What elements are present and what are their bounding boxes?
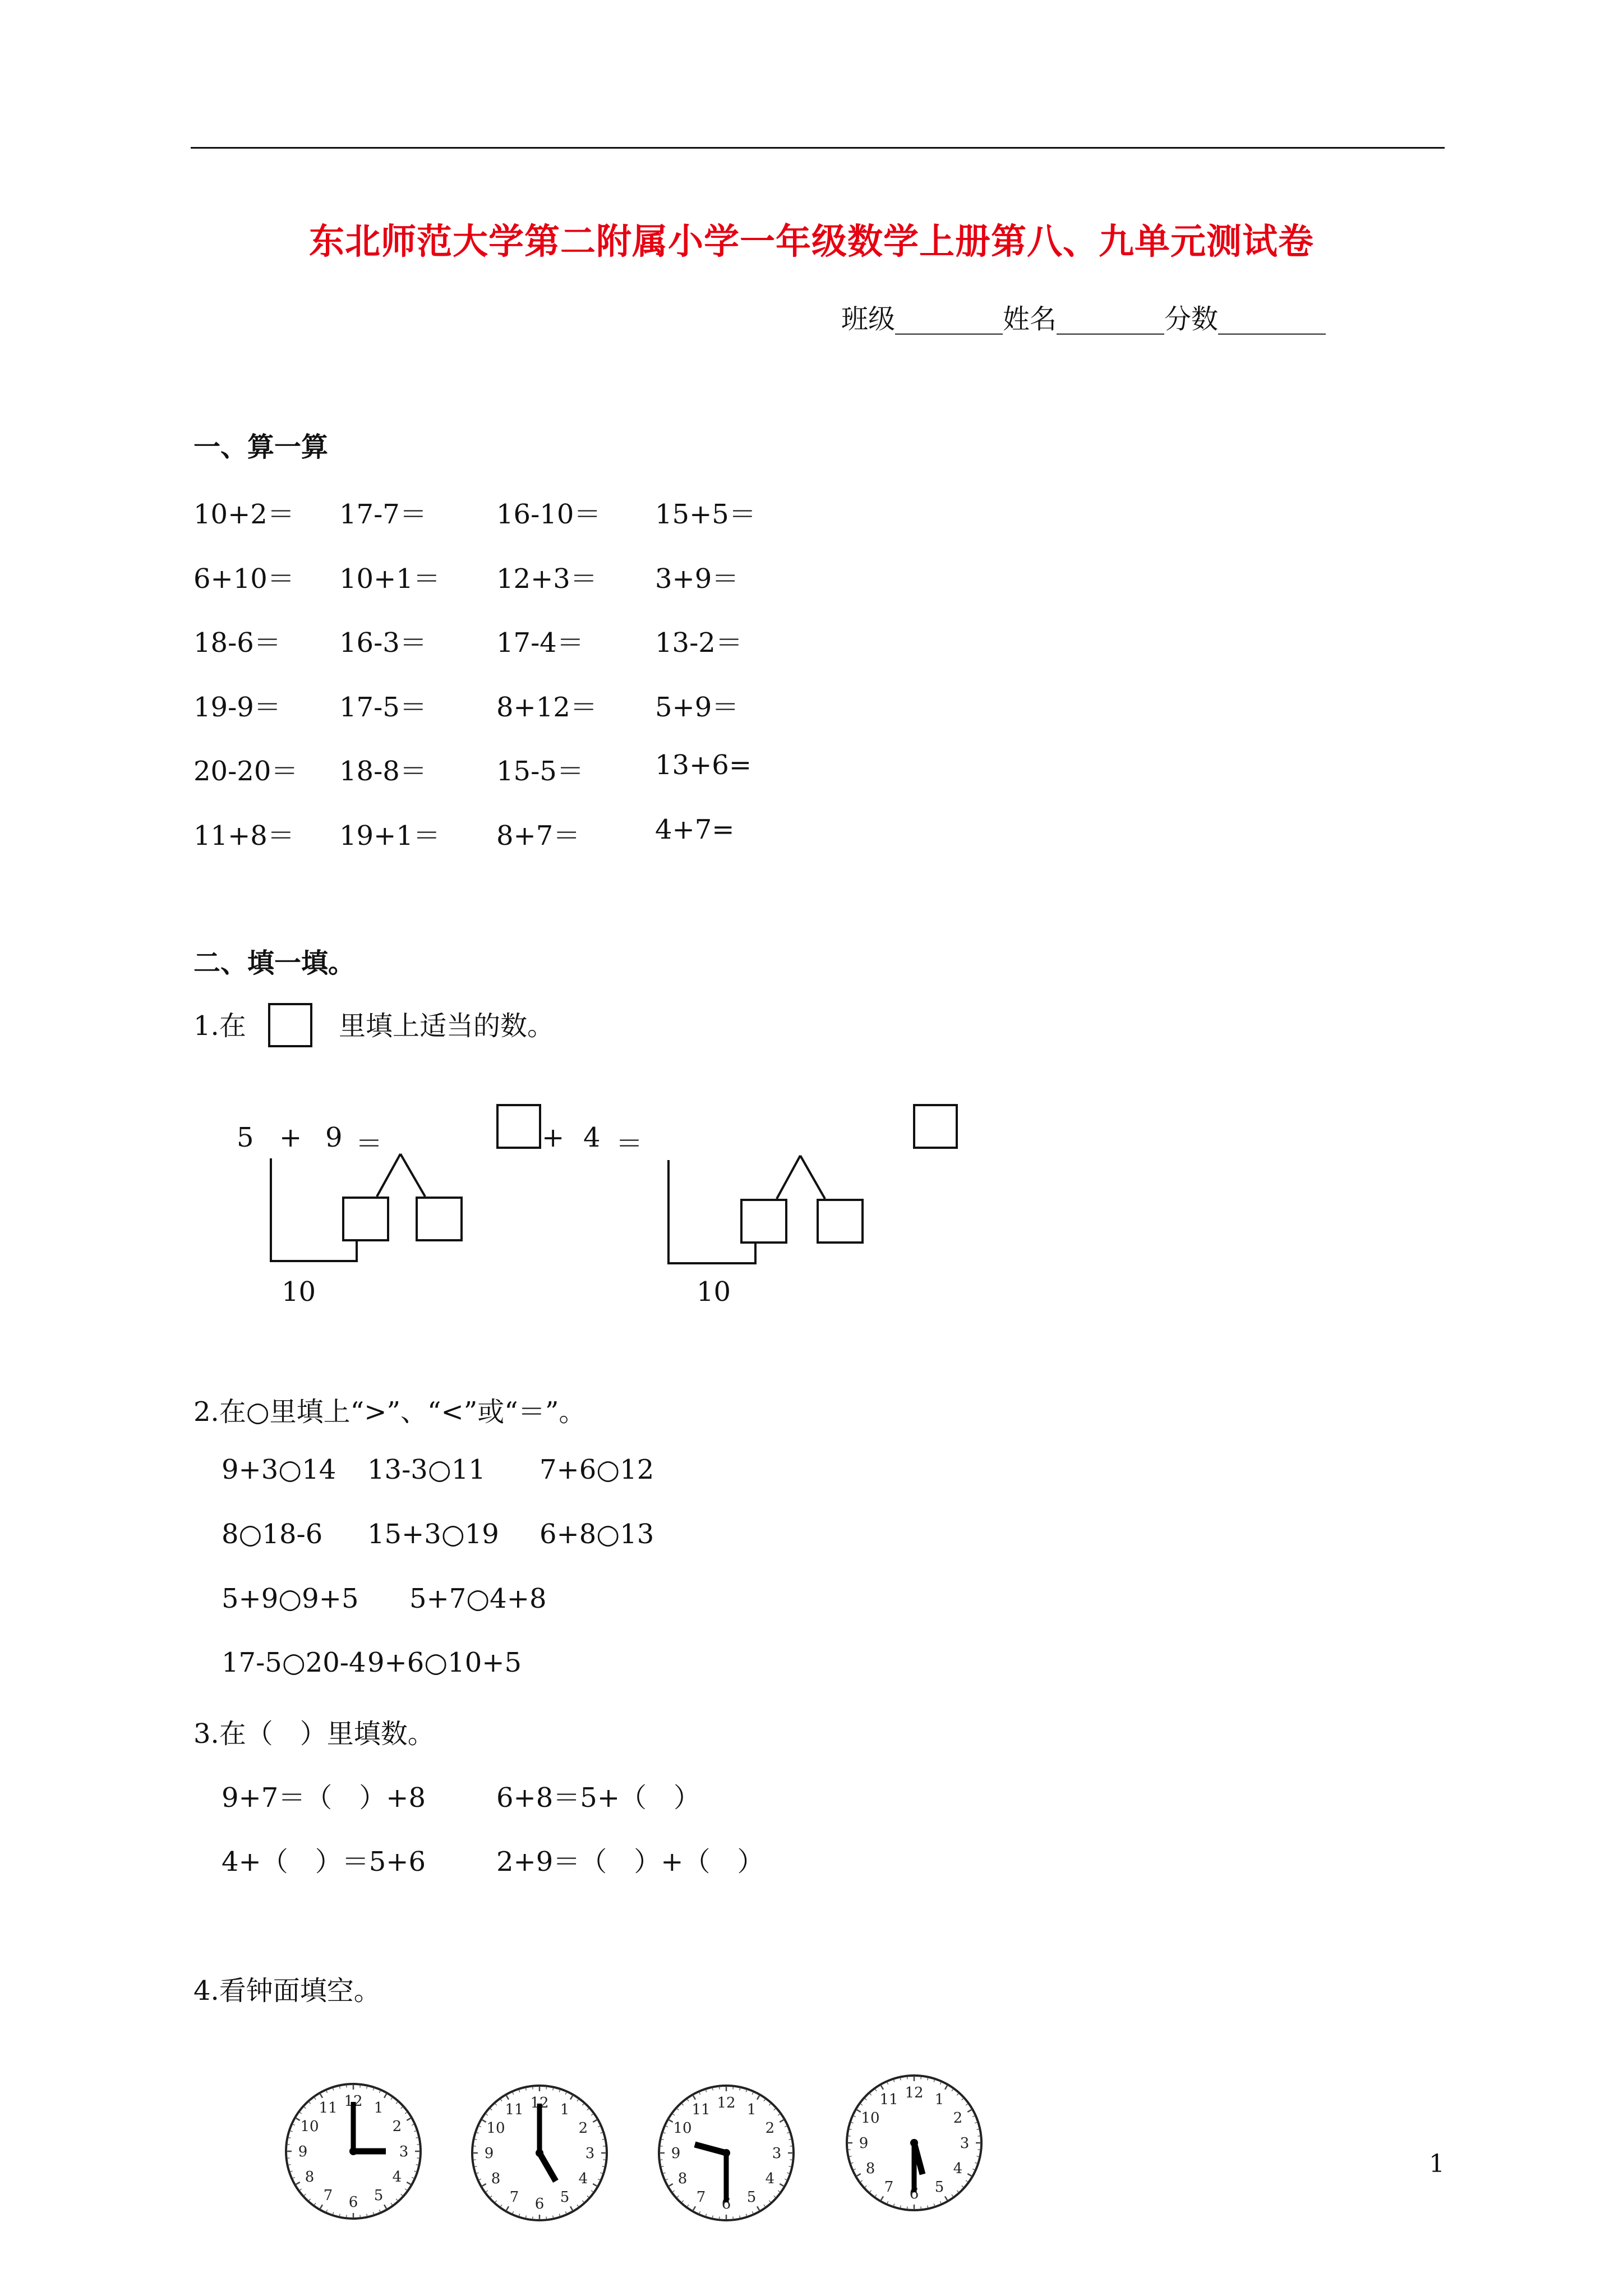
- clock-numeral: 7: [509, 2188, 519, 2206]
- arithmetic-item: 4+7=: [655, 814, 735, 845]
- clock-numeral: 8: [491, 2170, 501, 2187]
- clock-numeral: 7: [696, 2188, 706, 2206]
- fill-blank-item: 4+（ ）＝5+6: [222, 1846, 426, 1878]
- eq1-a: 5: [237, 1122, 254, 1153]
- arithmetic-item: 17-5＝: [339, 692, 427, 723]
- clock-numeral: 11: [879, 2091, 898, 2109]
- clock-tick: [848, 2136, 851, 2137]
- ten-label-1: 10: [282, 1276, 316, 1308]
- clock-numeral: 6: [909, 2185, 919, 2202]
- clock-tick: [907, 2206, 908, 2209]
- clock-numeral: 6: [348, 2194, 358, 2211]
- clock-numeral: 7: [323, 2187, 333, 2204]
- clock-tick: [417, 2158, 419, 2159]
- compare-item: 7+6○12: [540, 1454, 654, 1485]
- clock-numeral: 7: [884, 2178, 894, 2196]
- compare-item: 15+3○19: [367, 1519, 499, 1550]
- arithmetic-item: 11+8＝: [193, 820, 294, 852]
- page-title: 东北师范大学第二附属小学一年级数学上册第八、九单元测试卷: [309, 221, 1314, 262]
- clock-face: [836, 2064, 993, 2221]
- arithmetic-item: 13-2＝: [655, 627, 743, 659]
- arithmetic-item: 5+9＝: [655, 692, 739, 723]
- clock-tick: [733, 2216, 734, 2219]
- clock-numeral: 8: [677, 2170, 688, 2187]
- arithmetic-item: 18-6＝: [193, 627, 281, 659]
- q1-instruction: 里填上适当的数。: [339, 1010, 555, 1042]
- clock-numeral: 9: [671, 2145, 681, 2162]
- clock-numeral: 4: [953, 2160, 963, 2177]
- arithmetic-item: 17-4＝: [496, 627, 584, 659]
- clock-tick: [360, 2085, 361, 2088]
- q2-title: 2.在○里填上“>”、“<”或“＝”。: [193, 1396, 586, 1428]
- fill-blank-item: 6+8＝5+（ ）: [496, 1782, 701, 1814]
- page-number: 1: [1429, 2150, 1445, 2178]
- arithmetic-item: 18-8＝: [339, 756, 427, 787]
- clock-numeral: 3: [960, 2135, 970, 2152]
- clock-numeral: 4: [578, 2170, 588, 2187]
- clock-numeral: 5: [934, 2178, 944, 2196]
- fill-blank-item: 2+9＝（ ）+（ ）: [496, 1846, 764, 1878]
- clock-center: [722, 2149, 730, 2157]
- fill-blank-item: 9+7＝（ ）+8: [222, 1782, 426, 1814]
- compare-item: 6+8○13: [540, 1519, 654, 1550]
- arithmetic-item: 8+7＝: [496, 820, 580, 852]
- clock-tick: [287, 2158, 290, 2159]
- clock-numeral: 10: [673, 2120, 692, 2137]
- arithmetic-item: 19-9＝: [193, 692, 281, 723]
- eq1-equals: ＝: [356, 1128, 383, 1159]
- eq2-equals: ＝: [616, 1128, 643, 1159]
- arithmetic-item: 16-3＝: [339, 627, 427, 659]
- clock-numeral: 2: [953, 2110, 963, 2127]
- section2-title: 二、填一填。: [193, 947, 356, 979]
- eq2-b: 4: [583, 1122, 601, 1153]
- clock-face: [275, 2073, 432, 2230]
- clock-numeral: 3: [399, 2143, 409, 2160]
- clock-numeral: 11: [691, 2101, 711, 2119]
- clock-numeral: 1: [746, 2101, 757, 2119]
- clock-tick: [733, 2087, 734, 2090]
- arithmetic-item: 10+2＝: [193, 499, 294, 530]
- clock-numeral: 8: [305, 2169, 315, 2185]
- clock-tick: [473, 2146, 476, 2147]
- clock-tick: [978, 2136, 980, 2137]
- arithmetic-item: 12+3＝: [496, 563, 597, 595]
- clock-numeral: 5: [374, 2187, 384, 2204]
- arithmetic-item: 8+12＝: [496, 692, 597, 723]
- clock-numeral: 6: [534, 2196, 545, 2212]
- compare-item: 5+7○4+8: [409, 1583, 547, 1614]
- clock-numeral: 5: [746, 2188, 757, 2206]
- q4-title: 4.看钟面填空。: [193, 1975, 381, 2007]
- arithmetic-item: 20-20＝: [193, 756, 298, 787]
- q3-title: 3.在（ ）里填数。: [193, 1718, 435, 1750]
- compare-item: 9+3○14: [222, 1454, 336, 1485]
- compare-item: 5+9○9+5: [222, 1583, 359, 1614]
- clock-numeral: 4: [392, 2169, 402, 2185]
- clock-numeral: 6: [721, 2196, 731, 2212]
- clock-face: [648, 2074, 805, 2231]
- clock-numeral: 2: [765, 2120, 775, 2137]
- eq1-op: +: [279, 1122, 302, 1153]
- student-info-line: 班级________姓名________分数________: [841, 303, 1326, 335]
- arithmetic-item: 19+1＝: [339, 820, 440, 852]
- clock-tick: [660, 2146, 663, 2147]
- eq2-op: +: [542, 1122, 565, 1153]
- clock-numeral: 12: [344, 2093, 363, 2110]
- clock-numeral: 9: [859, 2135, 869, 2152]
- clock-numeral: 3: [772, 2145, 782, 2162]
- clock-numeral: 11: [319, 2100, 338, 2117]
- arithmetic-item: 17-7＝: [339, 499, 427, 530]
- clock-center: [910, 2139, 918, 2147]
- clock-tick: [546, 2087, 547, 2090]
- clock-numeral: 5: [560, 2188, 570, 2206]
- clock-numeral: 3: [585, 2145, 595, 2162]
- arithmetic-item: 6+10＝: [193, 563, 294, 595]
- clock-tick: [360, 2215, 361, 2217]
- clock-face: [461, 2074, 618, 2231]
- clock-numeral: 1: [560, 2101, 570, 2119]
- ten-label-2: 10: [697, 1276, 731, 1308]
- clock-numeral: 2: [578, 2120, 588, 2137]
- clock-numeral: 12: [905, 2085, 924, 2101]
- compare-item: 13-3○11: [367, 1454, 486, 1485]
- clock-numeral: 1: [934, 2091, 944, 2109]
- arithmetic-item: 15-5＝: [496, 756, 584, 787]
- compare-item: 8○18-6: [222, 1519, 323, 1550]
- clock-numeral: 10: [861, 2110, 880, 2127]
- arithmetic-item: 13+6=: [655, 749, 752, 781]
- clock-numeral: 12: [717, 2095, 736, 2111]
- clock-numeral: 9: [484, 2145, 494, 2162]
- section1-title: 一、算一算: [193, 431, 329, 463]
- clock-numeral: 8: [865, 2160, 875, 2177]
- clock-numeral: 9: [298, 2143, 308, 2160]
- arithmetic-item: 16-10＝: [496, 499, 601, 530]
- clock-numeral: 1: [374, 2100, 384, 2117]
- arithmetic-item: 10+1＝: [339, 563, 440, 595]
- clock-center: [349, 2147, 357, 2155]
- clock-numeral: 2: [392, 2118, 402, 2135]
- clock-numeral: 10: [486, 2120, 505, 2137]
- arithmetic-item: 15+5＝: [655, 499, 756, 530]
- clock-tick: [907, 2077, 908, 2079]
- clock-tick: [790, 2146, 792, 2147]
- clock-tick: [546, 2216, 547, 2219]
- clock-numeral: 11: [505, 2101, 524, 2119]
- clock-numeral: 10: [300, 2118, 319, 2135]
- clock-tick: [603, 2146, 606, 2147]
- clock-center: [536, 2149, 543, 2157]
- compare-item: 17-5○20-4: [222, 1647, 366, 1678]
- arithmetic-item: 3+9＝: [655, 563, 739, 595]
- compare-item: 9+6○10+5: [367, 1647, 522, 1678]
- clock-numeral: 12: [530, 2095, 549, 2111]
- q1-prefix: 1.在: [193, 1010, 246, 1042]
- eq1-b: 9: [325, 1122, 343, 1153]
- clock-numeral: 4: [765, 2170, 775, 2187]
